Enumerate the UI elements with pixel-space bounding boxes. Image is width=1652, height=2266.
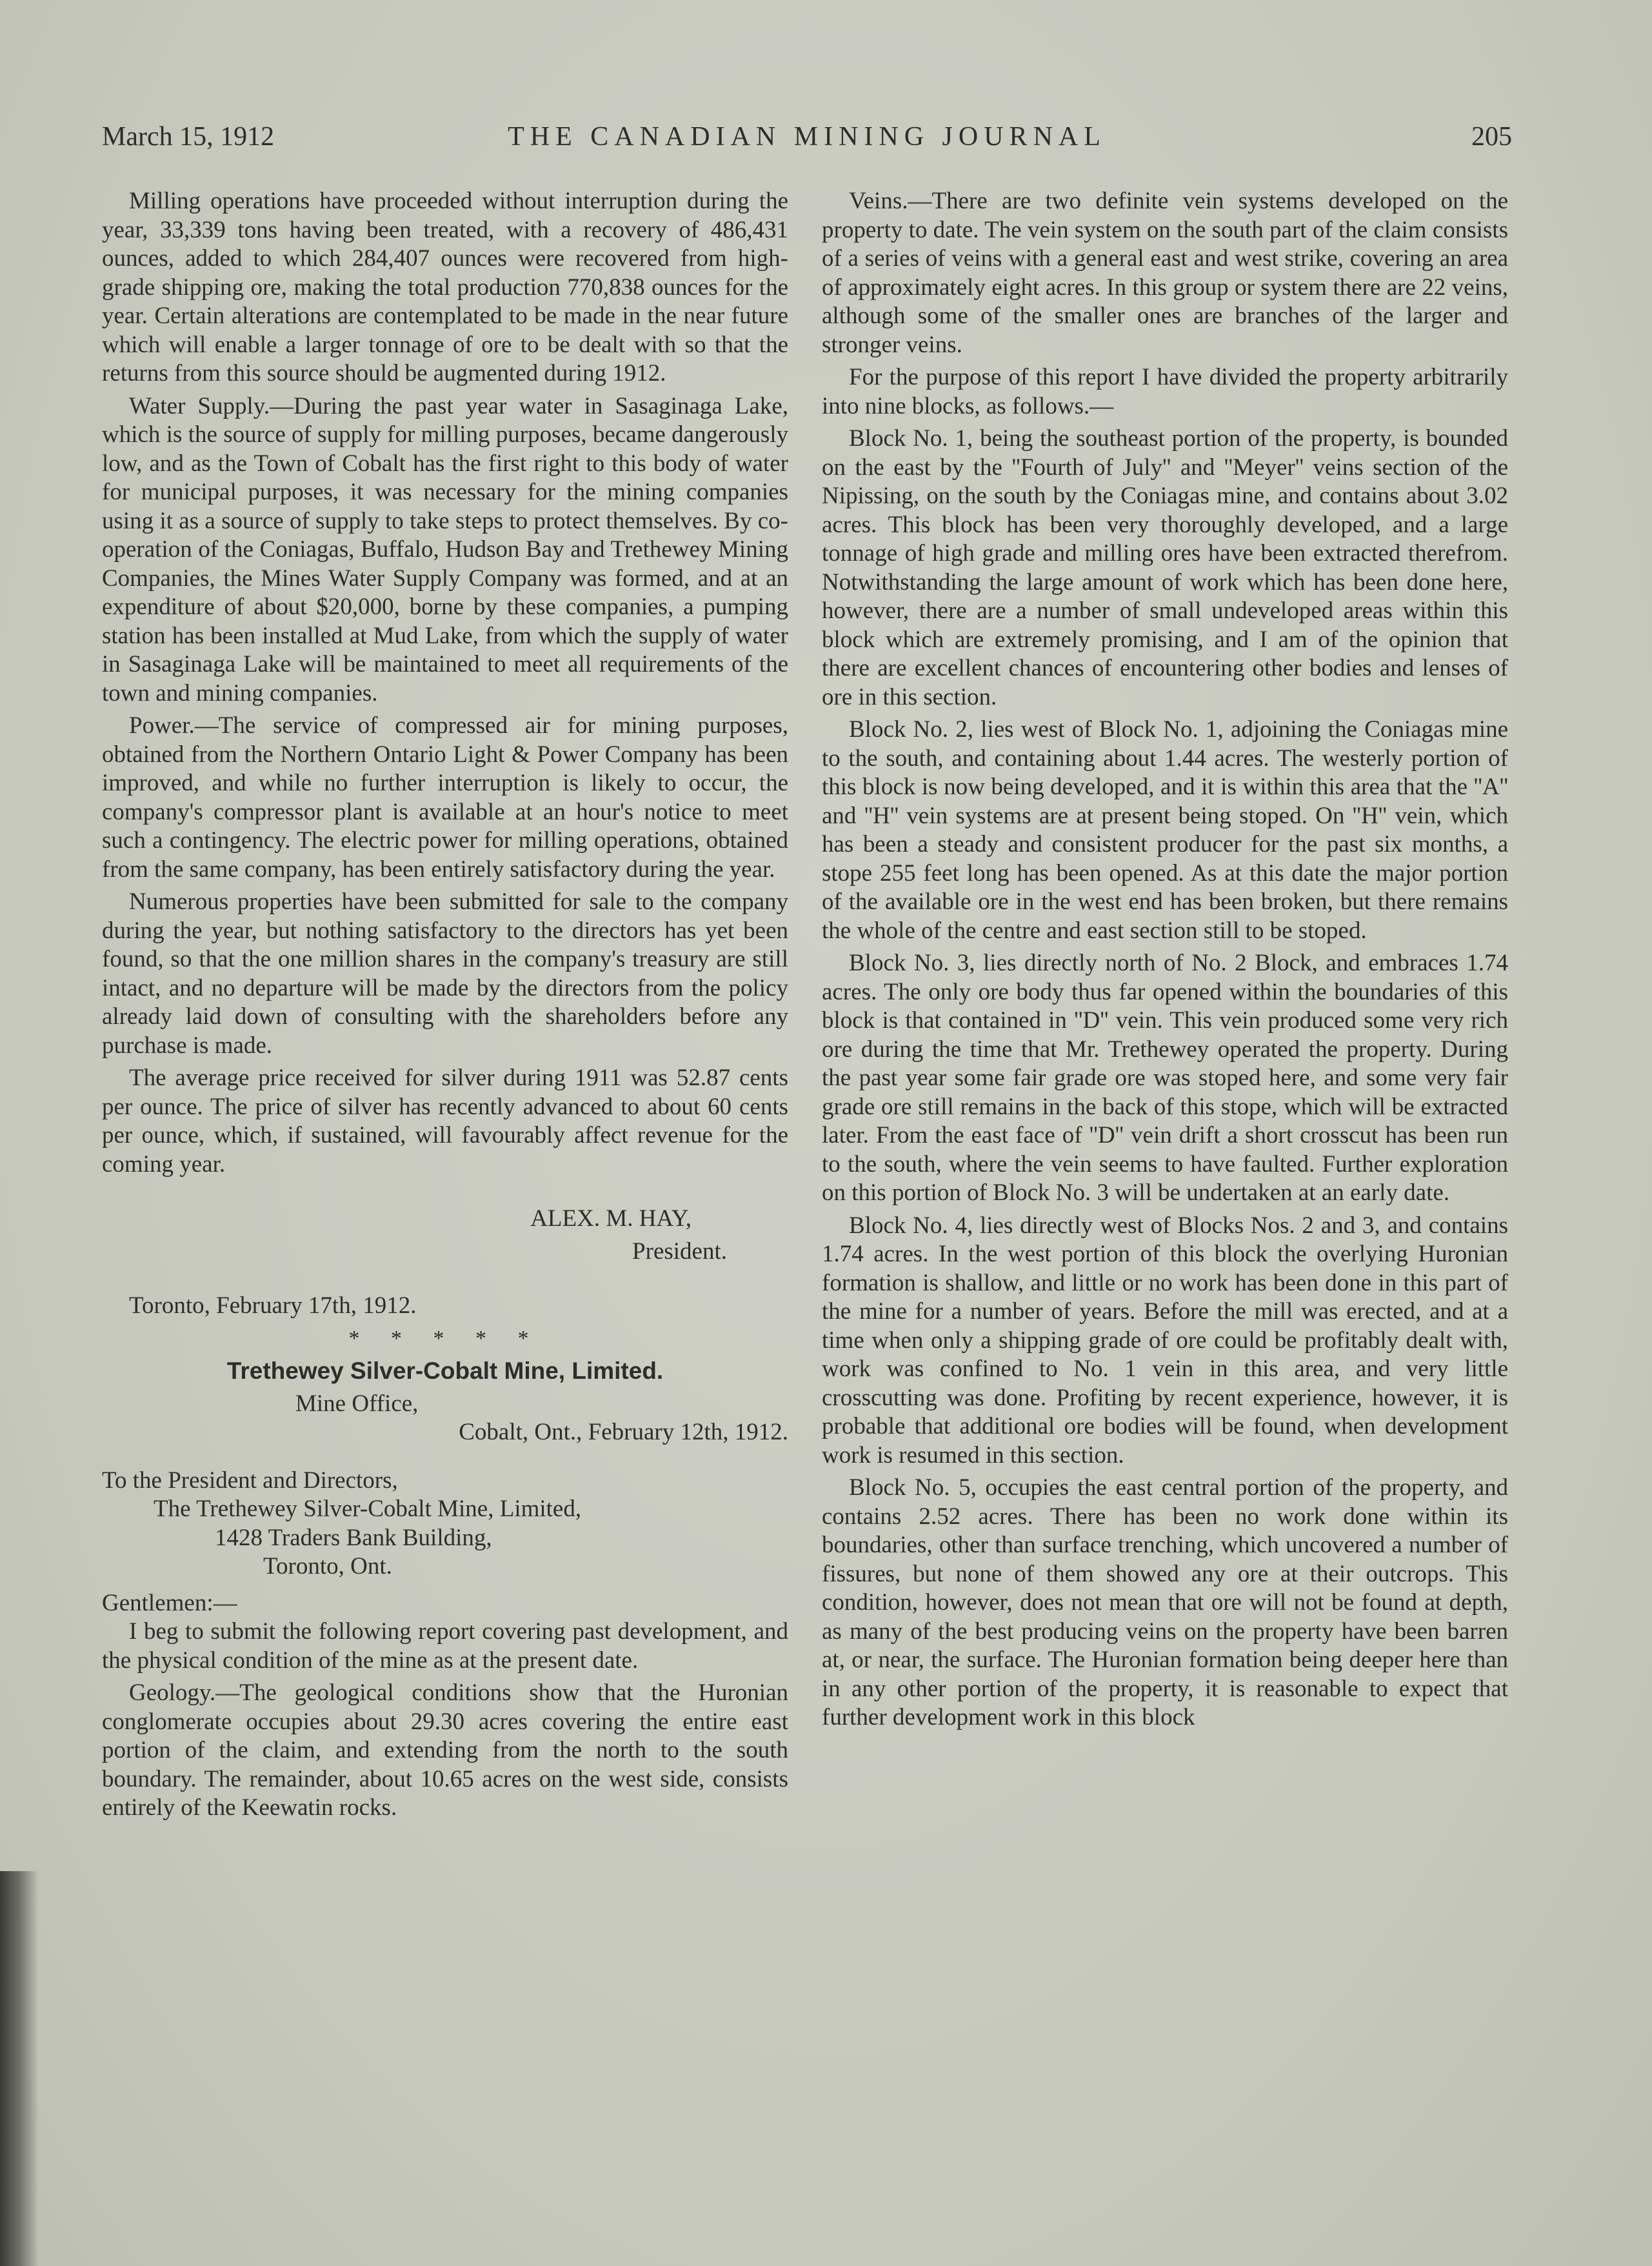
addressee-line-3: 1428 Traders Bank Building,: [215, 1524, 492, 1551]
page-header: [102, 121, 1512, 160]
paragraph-block-4: Block No. 4, lies directly west of Blocks Nos. 2 and 3, and contains 1.74 acres. In the west portion of this block the overlying Huronian formation is shallow, and little or no work has been done in this part of the mine for a number of years. Before the mill was erected, and at a time when only a shipping grade of ore could be profitably dealt with, work was confined to No. 1 vein in this area, and very little crosscutting was done. Profiting by recent experience, however, it is probable that additional ore bodies will be found, when development work is resumed in this section.: [822, 1212, 1508, 1469]
place-date: Toronto, February 17th, 1912.: [129, 1292, 417, 1319]
paragraph-block-5: Block No. 5, occupies the east central portion of the property, and contains 2.52 acres. There has been no work done within its boundaries, other than surface trenching, which uncovered a number of fissures, but none of them showed any ore at their outcrops. This condition, however, does not mean that ore will not be found at depth, as many of the best producing veins on the property have been barren at, or near, the surface. The Huronian formation being deeper here than in any other portion of the property, it is reasonable to expect that further development work in this block: [822, 1474, 1508, 1730]
page-number: 205: [1471, 122, 1512, 152]
office-date-line: Cobalt, Ont., February 12th, 1912.: [459, 1419, 788, 1445]
signature-name: ALEX. M. HAY,: [530, 1205, 692, 1232]
left-column: [102, 187, 788, 1827]
paragraph-properties: Numerous properties have been submitted for sale to the company during the year, but nothing satisfactory to the directors has yet been found, so that the one million shares in the company's treasury are still intact, and no departure will be made by the directors from the policy already laid down of consulting with the shareholders before any purchase is made.: [102, 888, 788, 1059]
paragraph-water-supply: Water Supply.—During the past year water in Sasaginaga Lake, which is the source of supply for milling purposes, became dangerously low, and as the Town of Cobalt has the first right to this body of water for municipal purposes, it was necessary for the mining companies using it as a source of supply to take steps to protect themselves. By co-operation of the Coniagas, Buffalo, Hudson Bay and Trethewey Mining Companies, the Mines Water Supply Company was formed, and at an expenditure of about $20,000, borne by these companies, a pumping station has been installed at Mud Lake, from which the supply of water in Sasaginaga Lake will be maintained to meet all requirements of the town and mining companies.: [102, 392, 788, 707]
office-line: Mine Office,: [295, 1390, 419, 1417]
salutation: Gentlemen:—: [102, 1589, 237, 1616]
right-column: [822, 187, 1508, 1736]
binding-shadow: [0, 1871, 39, 2266]
paragraph-power: Power.—The service of compressed air for mining purposes, obtained from the Northern Ontario Light & Power Company has been improved, and while no further interruption is likely to occur, the company's compressor plant is available at an hour's notice to meet such a contingency. The electric power for milling operations, obtained from the same company, has been entirely satisfactory during the year.: [102, 712, 788, 883]
journal-title: THE CANADIAN MINING JOURNAL: [508, 122, 1106, 152]
section-heading: Trethewey Silver-Cobalt Mine, Limited.: [226, 1358, 664, 1384]
issue-date: March 15, 1912: [102, 122, 275, 152]
paragraph-veins: Veins.—There are two definite vein systems developed on the property to date. The vein system on the south part of the claim consists of a series of veins with a general east and west strike, covering an area of approximately eight acres. In this group or system there are 22 veins, although some of the smaller ones are branches of the larger and stronger veins.: [822, 188, 1508, 358]
addressee-line-4: Toronto, Ont.: [263, 1553, 392, 1579]
paragraph-report-intro: I beg to submit the following report covering past development, and the physical condition of the mine as at the present date.: [102, 1618, 788, 1674]
section-separator: * * * * *: [348, 1326, 542, 1350]
paragraph-block-1: Block No. 1, being the southeast portion of the property, is bounded on the east by the ''Fourth of July'' and ''Meyer'' veins section of the Nipissing, on the south by the Coniagas mine, and contains about 3.02 acres. This block has been very thoroughly developed, and a large tonnage of high grade and milling ores have been extracted therefrom. Notwithstanding the large amount of work which has been done here, however, there are a number of small undeveloped areas within this block which are extremely promising, and I am of the opinion that there are excellent chances of encountering other bodies and lenses of ore in this section.: [822, 425, 1508, 710]
paragraph-block-3: Block No. 3, lies directly north of No. 2 Block, and embraces 1.74 acres. The only ore body thus far opened within the boundaries of this block is that contained in ''D'' vein. This vein produced some very rich ore during the time that Mr. Trethewey operated the property. During the past year some fair grade ore was stoped here, and some very fair grade ore still remains in the back of this stope, which will be extracted later. From the east face of ''D'' vein drift a short crosscut has been run to the south, where the vein seems to have faulted. Further exploration on this portion of Block No. 3 will be undertaken at an early date.: [822, 950, 1508, 1206]
addressee-line-1: To the President and Directors,: [102, 1467, 398, 1494]
paragraph-silver-price: The average price received for silver during 1911 was 52.87 cents per ounce. The price of silver has recently advanced to about 60 cents per ounce, which, if sustained, will favourably affect revenue for the coming year.: [102, 1065, 788, 1178]
paragraph-blocks-intro: For the purpose of this report I have divided the property arbitrarily into nine blocks, as follows.—: [822, 364, 1508, 419]
paragraph-milling: Milling operations have proceeded without interruption during the year, 33,339 tons having been treated, with a recovery of 486,431 ounces, added to which 284,407 ounces were recovered from high-grade shipping ore, making the total production 770,838 ounces for the year. Certain alterations are contemplated to be made in the near future which will enable a larger tonnage of ore to be dealt with so that the returns from this source should be augmented during 1912.: [102, 188, 788, 386]
addressee-line-2: The Trethewey Silver-Cobalt Mine, Limited,: [154, 1496, 582, 1522]
paragraph-block-2: Block No. 2, lies west of Block No. 1, adjoining the Coniagas mine to the south, and containing about 1.44 acres. The westerly portion of this block is now being developed, and it is within this area that the ''A'' and ''H'' vein systems are at present being stoped. On ''H'' vein, which has been a steady and consistent producer for the past six months, a stope 255 feet long has been opened. As at this date the major portion of the available ore in the west end has been broken, but there remains the whole of the centre and east section still to be stoped.: [822, 716, 1508, 944]
paragraph-geology: Geology.—The geological conditions show that the Huronian conglomerate occupies about 29.30 acres covering the entire east portion of the claim, and extending from the north to the south boundary. The remainder, about 10.65 acres on the west side, consists entirely of the Keewatin rocks.: [102, 1679, 788, 1821]
signature-title: President.: [632, 1238, 727, 1265]
